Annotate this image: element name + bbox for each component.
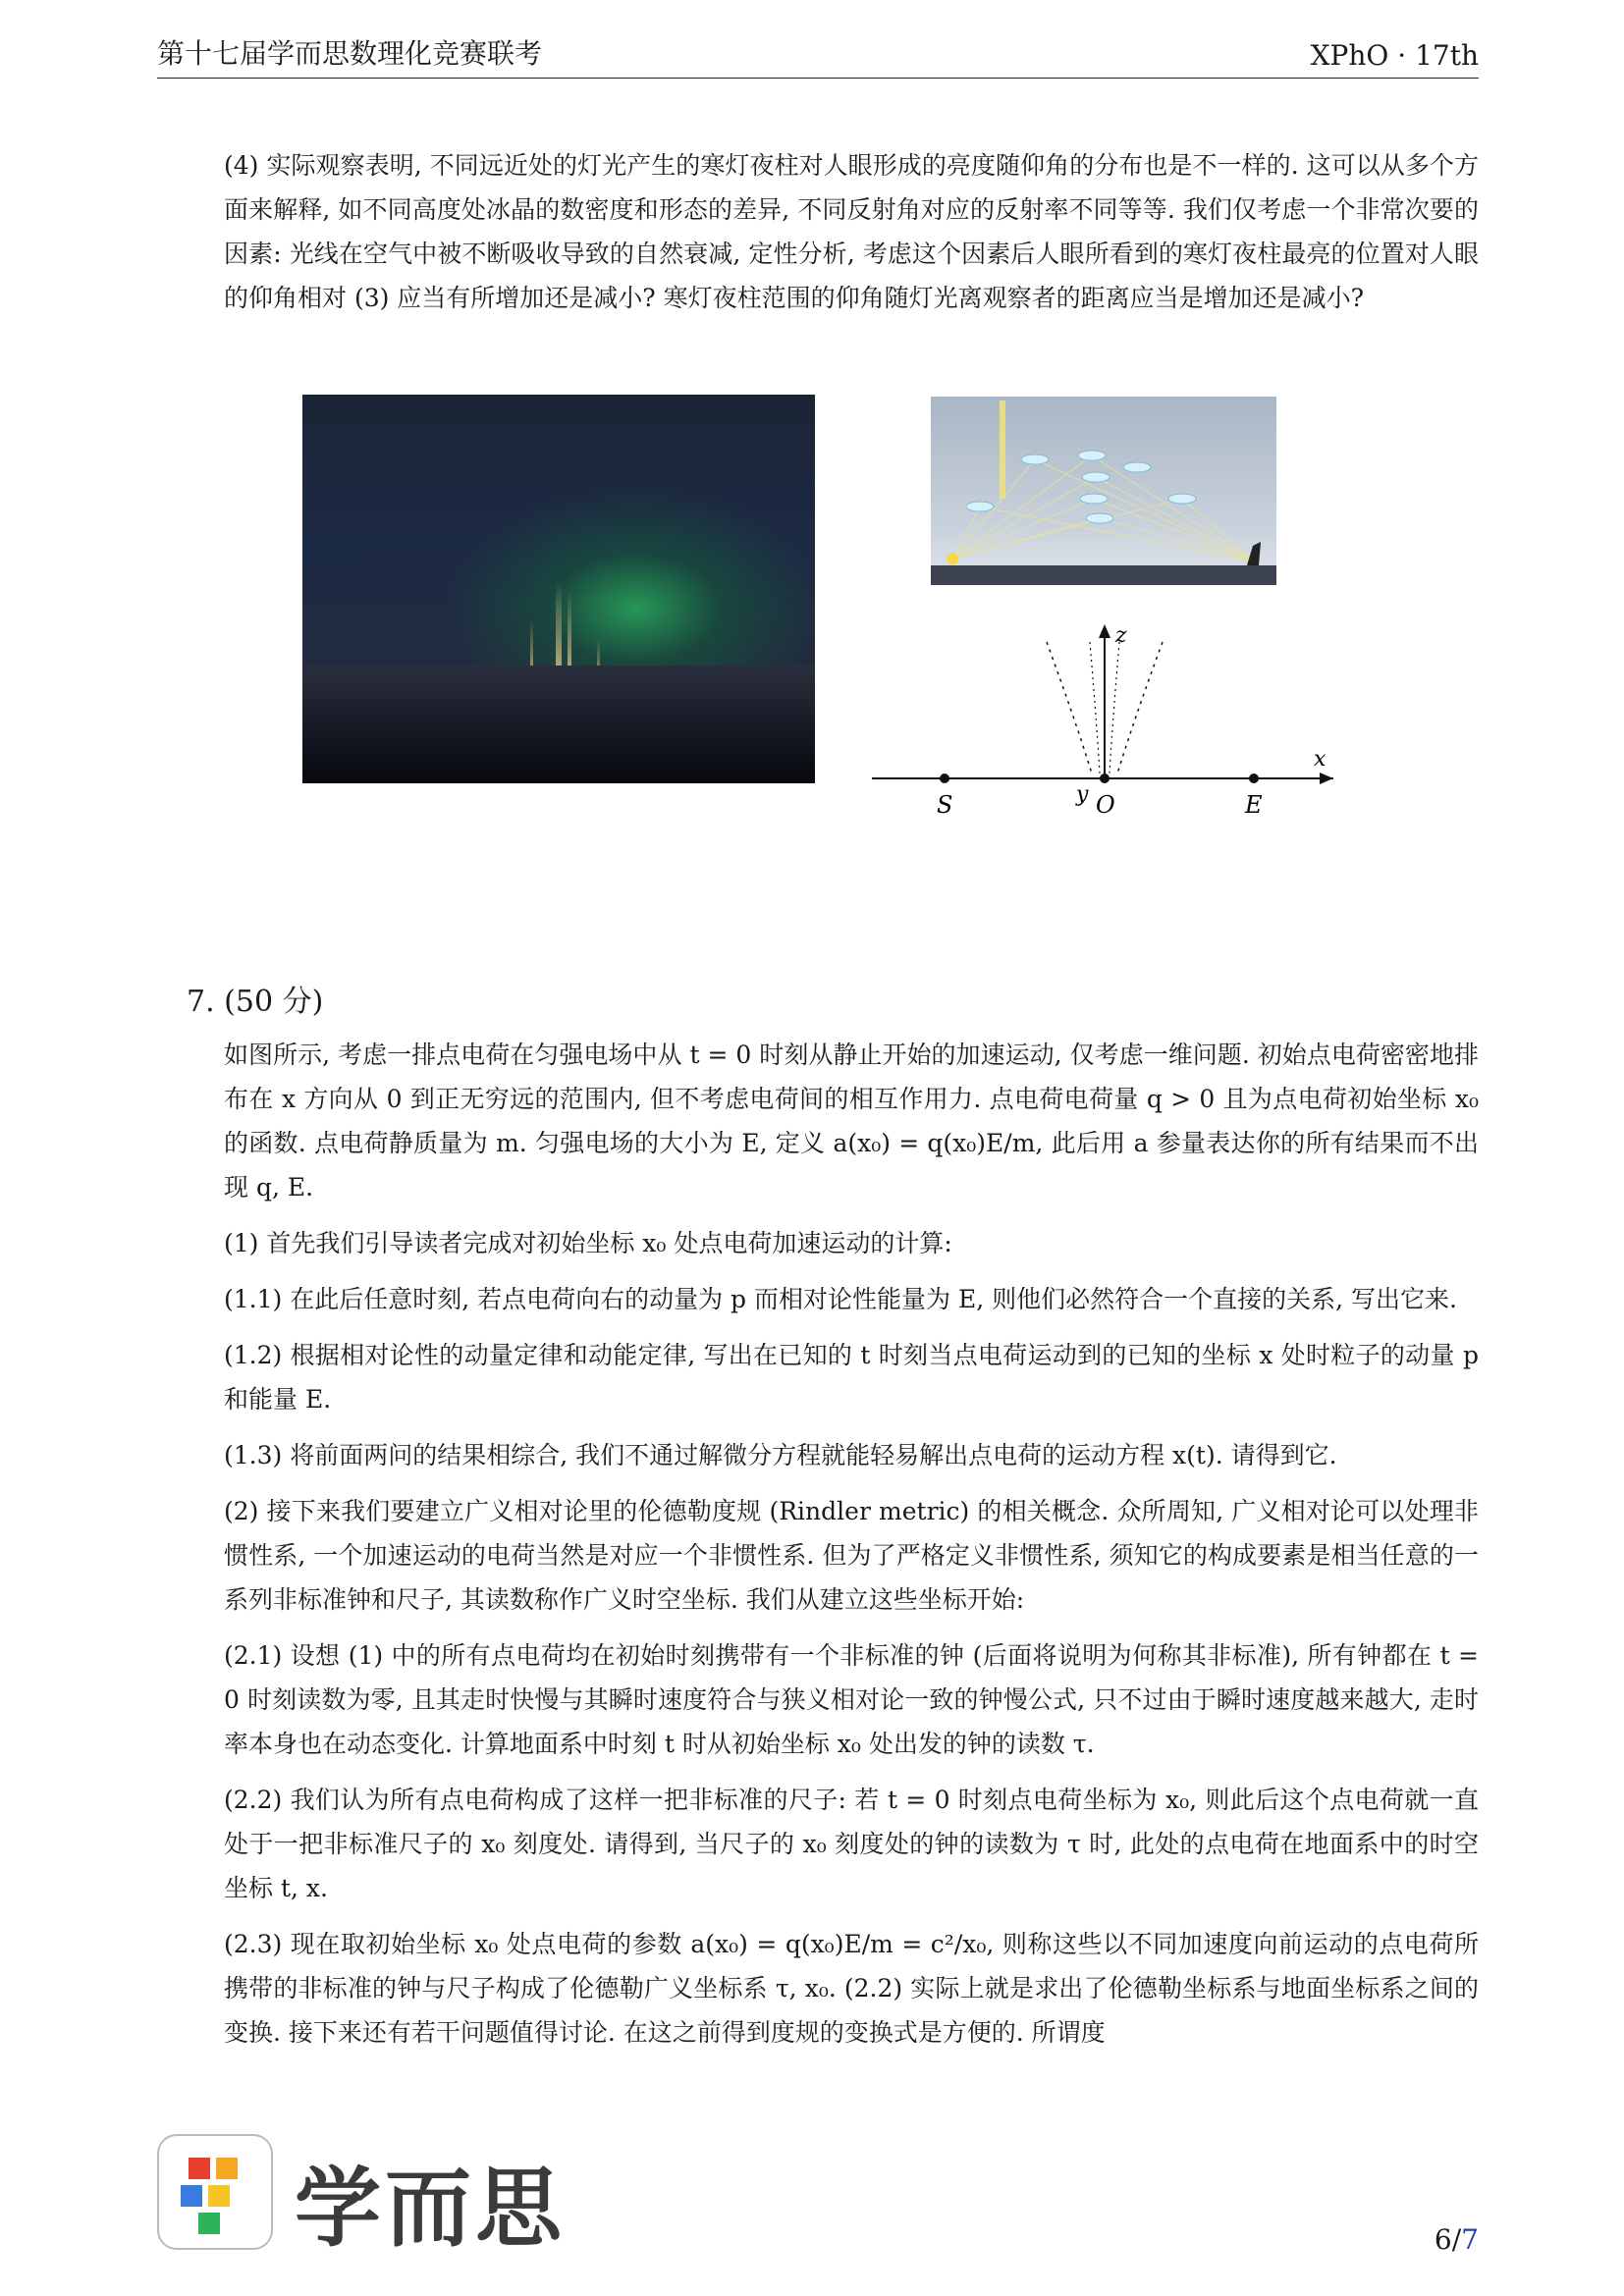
page-header	[157, 35, 1479, 79]
hyperbola-inner-right	[1110, 642, 1119, 774]
question-1-1: (1.1) 在此后任意时刻, 若点电荷向右的动量为 p 而相对论性能量为 E, 则他们必然符合一个直接的关系, 写出它来.	[224, 1285, 1457, 1313]
ice-pillar-photo	[302, 395, 815, 783]
point-s-dot	[940, 774, 949, 783]
hyperbola-left	[1047, 642, 1092, 774]
brand-logo-icon	[157, 2134, 273, 2250]
ice-crystal-illustration	[931, 397, 1276, 585]
point-o-dot	[1100, 774, 1110, 783]
point-e-dot	[1249, 774, 1259, 783]
page-total-link[interactable]: 7	[1461, 2223, 1479, 2256]
problem7-heading: 7. (50 分)	[187, 985, 324, 1019]
question-2-3: (2.3) 现在取初始坐标 x₀ 处点电荷的参数 a(x₀) = q(x₀)E/m = c²/x₀, 则称这些以不同加速度向前运动的点电荷所携带的非标准的钟与尺子构成了伦德勒广义坐标系 τ, x₀. (2.2) 实际上就是求出了伦德勒坐标系与地面坐标系之间的变换. 接下来还有若干问题值得讨论. 在这之前得到度规的变换式是方便的. 所谓度	[224, 1930, 1479, 2047]
hyperbola-inner-left	[1090, 642, 1100, 774]
problem7-block	[224, 1033, 1479, 2066]
hyperbola-right	[1117, 642, 1163, 774]
axis-z-label: z	[1115, 623, 1127, 648]
problem7-intro: 如图所示, 考虑一排点电荷在匀强电场中从 t = 0 时刻从静止开始的加速运动, 仅考虑一维问题. 初始点电荷密密地排布在 x 方向从 0 到正无穷远的范围内, 但不考虑电荷间的相互作用力. 点电荷电荷量 q > 0 且为点电荷初始坐标 x₀ 的函数. 点电荷静质量为 m. 匀强电场的大小为 E, 定义 a(x₀) = q(x₀)E/m, 此后用 a 参量表达你的所有结果而不出现 q, E.	[224, 1041, 1479, 1201]
question-2: (2) 接下来我们要建立广义相对论里的伦德勒度规 (Rindler metric) 的相关概念. 众所周知, 广义相对论可以处理非惯性系, 一个加速运动的电荷当然是对应一个非惯性系. 但为了严格定义非惯性系, 须知它的构成要素是相当任意的一系列非标准钟和尺子, 其读数称作广义时空坐标. 我们从建立这些坐标开始:	[224, 1497, 1479, 1614]
z-axis-arrow	[1099, 624, 1110, 638]
question-1: (1) 首先我们引导读者完成对初始坐标 x₀ 处点电荷加速运动的计算:	[224, 1229, 952, 1257]
page-number	[1435, 2223, 1479, 2256]
header-left-title: 第十七届学而思数理化竞赛联考	[157, 37, 543, 70]
axis-diagram	[864, 618, 1345, 834]
x-axis-arrow	[1320, 773, 1333, 784]
question-1-3: (1.3) 将前面两问的结果相综合, 我们不通过解微分方程就能轻易解出点电荷的运动方程 x(t). 请得到它.	[224, 1441, 1337, 1469]
ice-crystal-drawing	[931, 397, 1276, 585]
question-1-2: (1.2) 根据相对论性的动量定律和动能定律, 写出在已知的 t 时刻当点电荷运动到的已知的坐标 x 处时粒子的动量 p 和能量 E.	[224, 1341, 1479, 1414]
part4-block	[224, 143, 1479, 332]
axis-x-label: x	[1314, 747, 1326, 772]
page-current: 6/	[1434, 2223, 1462, 2256]
axis-y-label: y	[1076, 782, 1089, 807]
question-2-2: (2.2) 我们认为所有点电荷构成了这样一把非标准的尺子: 若 t = 0 时刻点电荷坐标为 x₀, 则此后这个点电荷就一直处于一把非标准尺子的 x₀ 刻度处. 请得到, 当尺子的 x₀ 刻度处的钟的读数为 τ 时, 此处的点电荷在地面系中的时空坐标 t, x.	[224, 1786, 1479, 1902]
question-2-1: (2.1) 设想 (1) 中的所有点电荷均在初始时刻携带有一个非标准的钟 (后面将说明为何称其非标准), 所有钟都在 t = 0 时刻读数为零, 且其走时快慢与其瞬时速度符合与狭义相对论一致的钟慢公式, 只不过由于瞬时速度越来越大, 走时率本身也在动态变化. 计算地面系中时刻 t 时从初始坐标 x₀ 处出发的钟的读数 τ.	[224, 1641, 1479, 1758]
point-o-label: O	[1096, 791, 1115, 819]
part4-paragraph: (4) 实际观察表明, 不同远近处的灯光产生的寒灯夜柱对人眼形成的亮度随仰角的分布也是不一样的. 这可以从多个方面来解释, 如不同高度处冰晶的数密度和形态的差异, 不同反射角对应的反射率不同等等. 我们仅考虑一个非常次要的因素: 光线在空气中被不断吸收导致的自然衰减, 定性分析, 考虑这个因素后人眼所看到的寒灯夜柱最亮的位置对人眼的仰角相对 (3) 应当有所增加还是减小? 寒灯夜柱范围的仰角随灯光离观察者的距离应当是增加还是减小?	[224, 151, 1479, 312]
snow-ground	[302, 666, 815, 783]
point-s-label: S	[937, 791, 953, 819]
header-right-title: XPhO · 17th	[1310, 39, 1479, 72]
brand-logo-text: 学而思	[295, 2158, 567, 2259]
point-e-label: E	[1245, 791, 1263, 819]
